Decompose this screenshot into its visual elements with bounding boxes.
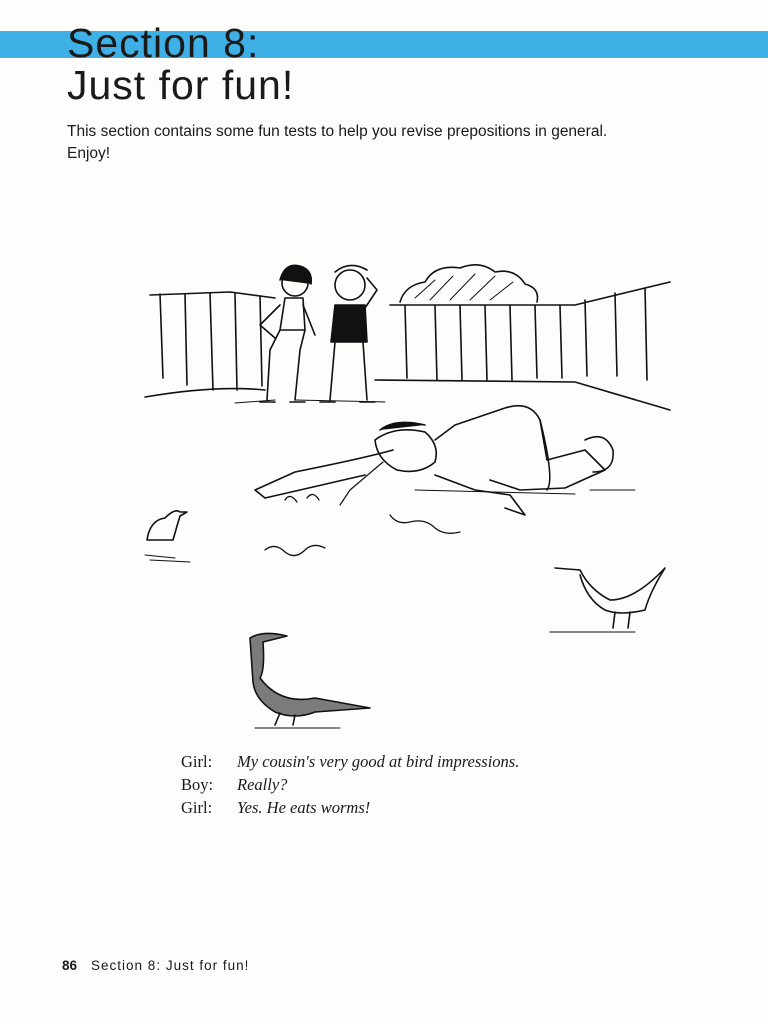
dialogue-line: Yes. He eats worms! bbox=[237, 798, 371, 817]
bird-right bbox=[550, 568, 665, 632]
dialogue-row bbox=[181, 796, 519, 819]
page-footer bbox=[62, 958, 249, 973]
intro-text: This section contains some fun tests to help you revise prepositions in general. bbox=[67, 123, 608, 140]
cartoon-illustration bbox=[135, 250, 680, 730]
speaker: Boy: bbox=[181, 775, 214, 794]
dialogue-row bbox=[181, 750, 519, 773]
dialogue bbox=[181, 750, 519, 819]
bird-large-bottom bbox=[250, 633, 370, 728]
fence-left bbox=[145, 292, 275, 397]
dialogue-line: Really? bbox=[237, 775, 288, 794]
intro-paragraph bbox=[67, 121, 747, 165]
title-line-2: Just for fun! bbox=[67, 62, 295, 108]
page-number: 86 bbox=[62, 958, 78, 973]
worms bbox=[265, 494, 460, 555]
boy-figure bbox=[320, 265, 377, 402]
speaker: Girl: bbox=[181, 798, 213, 817]
title-line-1: Section 8: bbox=[67, 20, 260, 66]
dialogue-line: My cousin's very good at bird impressions. bbox=[237, 752, 520, 771]
page-title bbox=[67, 22, 294, 106]
running-title: Section 8: Just for fun! bbox=[91, 958, 250, 973]
girl-figure bbox=[260, 265, 315, 402]
crawling-cousin-figure bbox=[255, 406, 613, 515]
intro-text-2: Enjoy! bbox=[67, 145, 111, 162]
bird-small-left bbox=[145, 511, 190, 562]
bush bbox=[400, 265, 538, 302]
dialogue-row bbox=[181, 773, 519, 796]
fence-right bbox=[375, 282, 670, 410]
speaker: Girl: bbox=[181, 752, 213, 771]
